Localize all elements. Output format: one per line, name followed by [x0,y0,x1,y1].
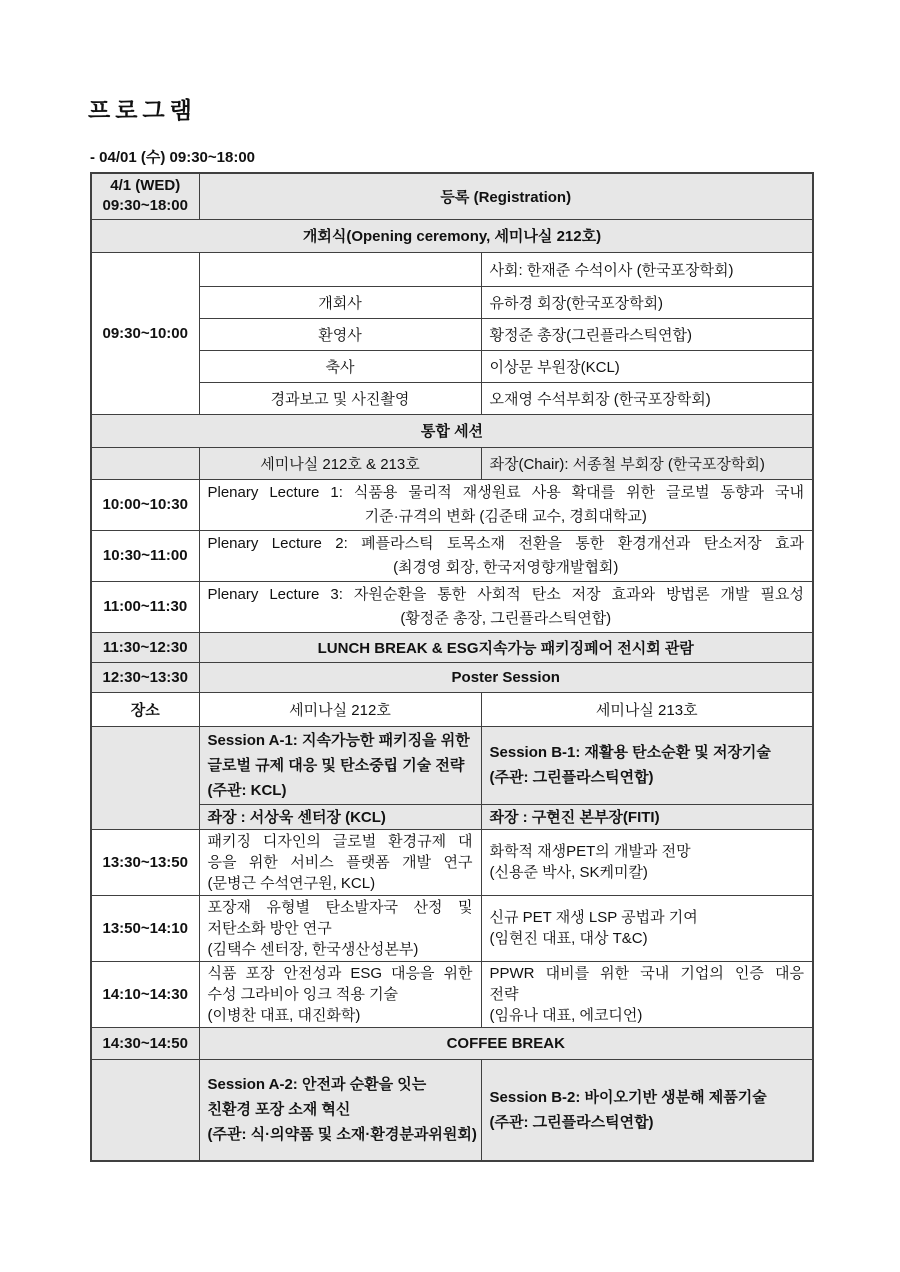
ceremony-person-cell: 이상문 부원장(KCL) [481,350,813,382]
registration-label-cell: 등록 (Registration) [199,173,813,219]
session-a2-line: (주관: 식·의약품 및 소재·환경분과위원회) [207,1126,477,1144]
talk-a-line: 패키징 디자인의 글로벌 환경규제 대 [207,832,473,850]
plenary-title-line2: (최경영 회장, 한국저영향개발협회) [393,558,619,576]
registration-time-cell [91,173,199,219]
ceremony-person-cell: 황정준 총장(그린플라스틱연합) [481,318,813,350]
talk-a-line: 수성 그라비아 잉크 적용 기술 [207,985,399,1003]
session-a1-line: 글로벌 규제 대응 및 탄소중립 기술 전략 [207,756,465,774]
talk-row-3 [91,961,813,1027]
ceremony-row-welcome [91,318,813,350]
plenary-title-line1: Plenary Lecture 1: 식품용 물리적 재생원료 사용 확대를 위한 글로벌 동향과 국내 [207,483,804,501]
talk-a-cell [199,961,481,1027]
talk-b-cell [481,829,813,895]
session-a1-line: (주관: KCL) [207,781,287,799]
page-title: 프로그램 [88,97,197,123]
plenary-title-line1: Plenary Lecture 3: 자원순환을 통한 사회적 탄소 저장 효과와 방법론 개발 필요성 [207,585,804,603]
session-a1-line: Session A-1: 지속가능한 패키징을 위한 [207,731,470,749]
plenary-title-cell [199,479,813,530]
venue-room-a-cell: 세미나실 212호 [199,692,481,726]
empty-cell [91,447,199,479]
date-line: - 04/01 (수) 09:30~18:00 [90,149,256,166]
session-2-row [91,1059,813,1161]
session-a2-line: 친환경 포장 소재 혁신 [207,1101,351,1119]
talk-a-line: 응을 위한 서비스 플랫폼 개발 연구 [207,853,473,871]
ceremony-role-empty-cell [199,252,481,286]
session-a2-line: Session A-2: 안전과 순환을 잇는 [207,1076,427,1094]
plenary-time-cell: 10:30~11:00 [91,530,199,581]
talk-b-line: PPWR 대비를 위한 국내 기업의 인증 대응 [489,964,804,982]
session-b1-line: (주관: 그린플라스틱연합) [489,769,654,786]
plenary-title-line2: 기준·규격의 변화 (김준태 교수, 경희대학교) [364,507,647,525]
talk-b-line: 화학적 재생PET의 개발과 전망 [489,843,691,860]
empty-cell [91,1059,199,1161]
opening-ceremony-row [91,219,813,252]
registration-date: 4/1 (WED) [110,177,181,195]
integrated-session-label-cell: 통합 세션 [91,414,813,447]
chair-cell: 좌장(Chair): 서종철 부회장 (한국포장학회) [481,447,813,479]
poster-time-cell: 12:30~13:30 [91,662,199,692]
registration-hours: 09:30~18:00 [102,197,188,215]
ceremony-mc-cell: 사회: 한재준 수석이사 (한국포장학회) [481,252,813,286]
empty-cell [91,726,199,829]
session-a1-title-cell [199,726,481,804]
plenary-title-line2: (황정준 총장, 그린플라스틱연합) [400,609,612,627]
plenary-2-row [91,530,813,581]
plenary-title-cell [199,530,813,581]
session-b1-title-cell [481,726,813,804]
ceremony-role-cell: 환영사 [199,318,481,350]
integrated-session-row [91,414,813,447]
talk-b-line: (임현진 대표, 대상 T&C) [489,930,648,947]
coffee-time-cell: 14:30~14:50 [91,1027,199,1059]
session-1-chair-row [91,804,813,829]
session-b1-chair-cell: 좌장 : 구현진 본부장(FITI) [481,804,813,829]
session-a1-chair-cell: 좌장 : 서상욱 센터장 (KCL) [199,804,481,829]
session-a2-title-cell [199,1059,481,1161]
talk-b-line: 신규 PET 재생 LSP 공법과 기여 [489,909,698,926]
plenary-title-cell [199,581,813,632]
plenary-title-line1: Plenary Lecture 2: 폐플라스틱 토목소재 전환을 통한 환경개선과 탄소저장 효과 [207,534,804,552]
talk-a-line: 식품 포장 안전성과 ESG 대응을 위한 [207,964,473,982]
lunch-label-cell: LUNCH BREAK & ESG지속가능 패키징페어 전시회 관람 [199,632,813,662]
program-table [90,172,814,1162]
session-b1-line: Session B-1: 재활용 탄소순환 및 저장기술 [489,744,771,761]
venue-row [91,692,813,726]
talk-a-line: (이병찬 대표, 대진화학) [207,1006,361,1024]
plenary-1-row [91,479,813,530]
talk-row-2 [91,895,813,961]
talk-a-line: 저탄소화 방안 연구 [207,919,332,937]
talk-b-cell [481,961,813,1027]
session-b2-line: Session B-2: 바이오기반 생분해 제품기술 [489,1088,767,1106]
talk-b-line: 전략 [489,985,519,1003]
ceremony-time-cell: 09:30~10:00 [91,252,199,414]
session-1-row [91,726,813,804]
ceremony-role-cell: 경과보고 및 사진촬영 [199,382,481,414]
talk-row-1 [91,829,813,895]
opening-ceremony-label-cell: 개회식(Opening ceremony, 세미나실 212호) [91,219,813,252]
talk-a-cell [199,895,481,961]
plenary-time-cell: 10:00~10:30 [91,479,199,530]
ceremony-row-report [91,382,813,414]
talk-a-line: (김택수 센터장, 한국생산성본부) [207,940,419,958]
talk-a-cell [199,829,481,895]
ceremony-role-cell: 축사 [199,350,481,382]
talk-a-line: (문병근 수석연구원, KCL) [207,874,376,892]
lunch-time-cell: 11:30~12:30 [91,632,199,662]
room-chair-row [91,447,813,479]
ceremony-row-mc [91,252,813,286]
ceremony-row-opening-address [91,286,813,318]
talk-time-cell: 14:10~14:30 [91,961,199,1027]
talk-a-line: 포장재 유형별 탄소발자국 산정 및 [207,898,473,916]
plenary-3-row [91,581,813,632]
ceremony-person-cell: 오재영 수석부회장 (한국포장학회) [481,382,813,414]
talk-time-cell: 13:30~13:50 [91,829,199,895]
coffee-row [91,1027,813,1059]
room-cell: 세미나실 212호 & 213호 [199,447,481,479]
ceremony-row-congrats [91,350,813,382]
lunch-row [91,632,813,662]
coffee-label-cell: COFFEE BREAK [199,1027,813,1059]
venue-label-cell: 장소 [91,692,199,726]
poster-label-cell: Poster Session [199,662,813,692]
plenary-time-cell: 11:00~11:30 [91,581,199,632]
session-b2-title-cell [481,1059,813,1161]
talk-time-cell: 13:50~14:10 [91,895,199,961]
session-b2-line: (주관: 그린플라스틱연합) [489,1113,654,1131]
ceremony-role-cell: 개회사 [199,286,481,318]
poster-row [91,662,813,692]
talk-b-line: (임유나 대표, 에코디언) [489,1006,643,1024]
venue-room-b-cell: 세미나실 213호 [481,692,813,726]
registration-row [91,173,813,219]
talk-b-line: (신용준 박사, SK케미칼) [489,864,648,881]
talk-b-cell [481,895,813,961]
ceremony-person-cell: 유하경 회장(한국포장학회) [481,286,813,318]
